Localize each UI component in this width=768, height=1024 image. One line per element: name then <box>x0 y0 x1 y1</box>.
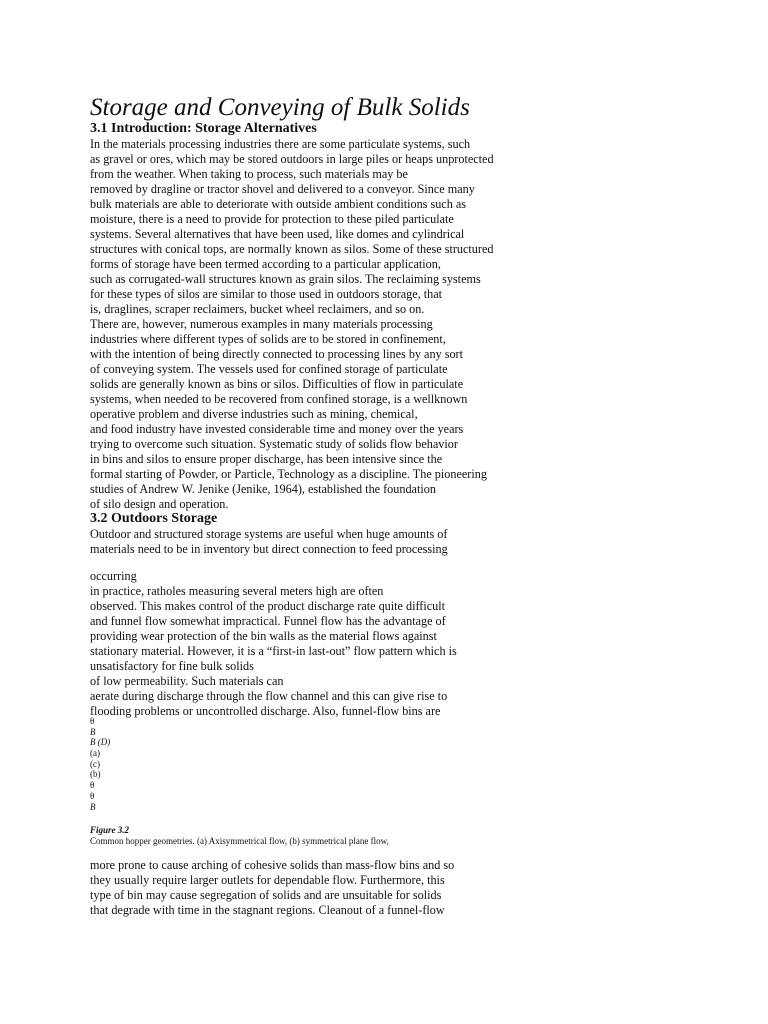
text-line: flooding problems or uncontrolled discharge. Also, funnel-flow bins are <box>90 704 441 718</box>
text-line: θ <box>90 780 95 791</box>
text-line: such as corrugated-wall structures known as grain silos. The reclaiming systems <box>90 272 481 286</box>
text-line: in practice, ratholes measuring several meters high are often <box>90 584 384 598</box>
funnel-flow-text <box>90 569 457 719</box>
text-line: of silo design and operation. <box>90 497 229 511</box>
text-line: B (D) <box>90 737 111 748</box>
text-line: from the weather. When taking to process, such materials may be <box>90 167 408 181</box>
text-line: and food industry have invested considerable time and money over the years <box>90 422 464 436</box>
text-line: (a) <box>90 748 100 759</box>
text-line: (b) <box>90 769 101 780</box>
section-outdoors-storage-text <box>90 527 448 557</box>
text-line: type of bin may cause segregation of solids and are unsuitable for solids <box>90 888 442 902</box>
text-line: of conveying system. The vessels used for confined storage of particulate <box>90 362 448 376</box>
text-line: systems, when needed to be recovered from confined storage, is a wellknown <box>90 392 468 406</box>
text-line: θ <box>90 716 95 726</box>
text-line: moisture, there is a need to provide for protection to these piled particulate <box>90 212 454 226</box>
text-line: solids are generally known as bins or silos. Difficulties of flow in particulate <box>90 377 464 391</box>
text-line: they usually require larger outlets for dependable flow. Furthermore, this <box>90 873 445 887</box>
text-line: forms of storage have been termed according to a particular application, <box>90 257 441 271</box>
text-line: trying to overcome such situation. Systematic study of solids flow behavior <box>90 437 458 451</box>
document-title: Storage and Conveying of Bulk Solids <box>90 94 470 121</box>
text-line: in bins and silos to ensure proper discharge, has been intensive since the <box>90 452 443 466</box>
text-line: observed. This makes control of the product discharge rate quite difficult <box>90 599 446 613</box>
continuation-text <box>90 858 454 918</box>
text-line: as gravel or ores, which may be stored outdoors in large piles or heaps unprotected <box>90 152 494 166</box>
text-line: Outdoor and structured storage systems are useful when huge amounts of <box>90 527 448 541</box>
text-line: B <box>90 801 96 812</box>
text-line: more prone to cause arching of cohesive solids than mass-flow bins and so <box>90 858 455 872</box>
section-heading-introduction: 3.1 Introduction: Storage Alternatives <box>90 121 317 136</box>
text-line: stationary material. However, it is a “first-in last-out” flow pattern which is <box>90 644 457 658</box>
text-line: of low permeability. Such materials can <box>90 674 284 688</box>
text-line: θ <box>90 790 95 801</box>
text-line: structures with conical tops, are normally known as silos. Some of these structured <box>90 242 494 256</box>
text-line: and funnel flow somewhat impractical. Funnel flow has the advantage of <box>90 614 446 628</box>
figure-label: Figure 3.2 <box>90 825 130 835</box>
text-line: materials need to be in inventory but direct connection to feed processing <box>90 542 448 556</box>
text-line: There are, however, numerous examples in many materials processing <box>90 317 433 331</box>
text-line: for these types of silos are similar to those used in outdoors storage, that <box>90 287 443 301</box>
text-line: providing wear protection of the bin walls as the material flows against <box>90 629 437 643</box>
figure-symbols <box>90 716 110 812</box>
text-line: operative problem and diverse industries such as mining, chemical, <box>90 407 418 421</box>
section-heading-outdoors-storage: 3.2 Outdoors Storage <box>90 511 218 526</box>
text-line: removed by dragline or tractor shovel and delivered to a conveyor. Since many <box>90 182 475 196</box>
text-line: bulk materials are able to deteriorate with outside ambient conditions such as <box>90 197 467 211</box>
text-line: with the intention of being directly connected to processing lines by any sort <box>90 347 463 361</box>
figure-caption: Common hopper geometries. (a) Axisymmetrical flow, (b) symmetrical plane flow, <box>90 836 389 846</box>
text-line: In the materials processing industries there are some particulate systems, such <box>90 137 471 151</box>
text-line: aerate during discharge through the flow channel and this can give rise to <box>90 689 448 703</box>
text-line: unsatisfactory for fine bulk solids <box>90 659 254 673</box>
text-line: is, draglines, scraper reclaimers, bucket wheel reclaimers, and so on. <box>90 302 425 316</box>
text-line: formal starting of Powder, or Particle, Technology as a discipline. The pioneering <box>90 467 487 481</box>
text-line: studies of Andrew W. Jenike (Jenike, 1964), established the foundation <box>90 482 436 496</box>
text-line: B <box>90 726 96 737</box>
text-line: industries where different types of solids are to be stored in confinement, <box>90 332 446 346</box>
text-line: that degrade with time in the stagnant regions. Cleanout of a funnel-flow <box>90 903 445 917</box>
section-introduction-text <box>90 137 494 512</box>
text-line: (c) <box>90 758 100 769</box>
text-line: occurring <box>90 569 137 583</box>
text-line: systems. Several alternatives that have been used, like domes and cylindrical <box>90 227 465 241</box>
